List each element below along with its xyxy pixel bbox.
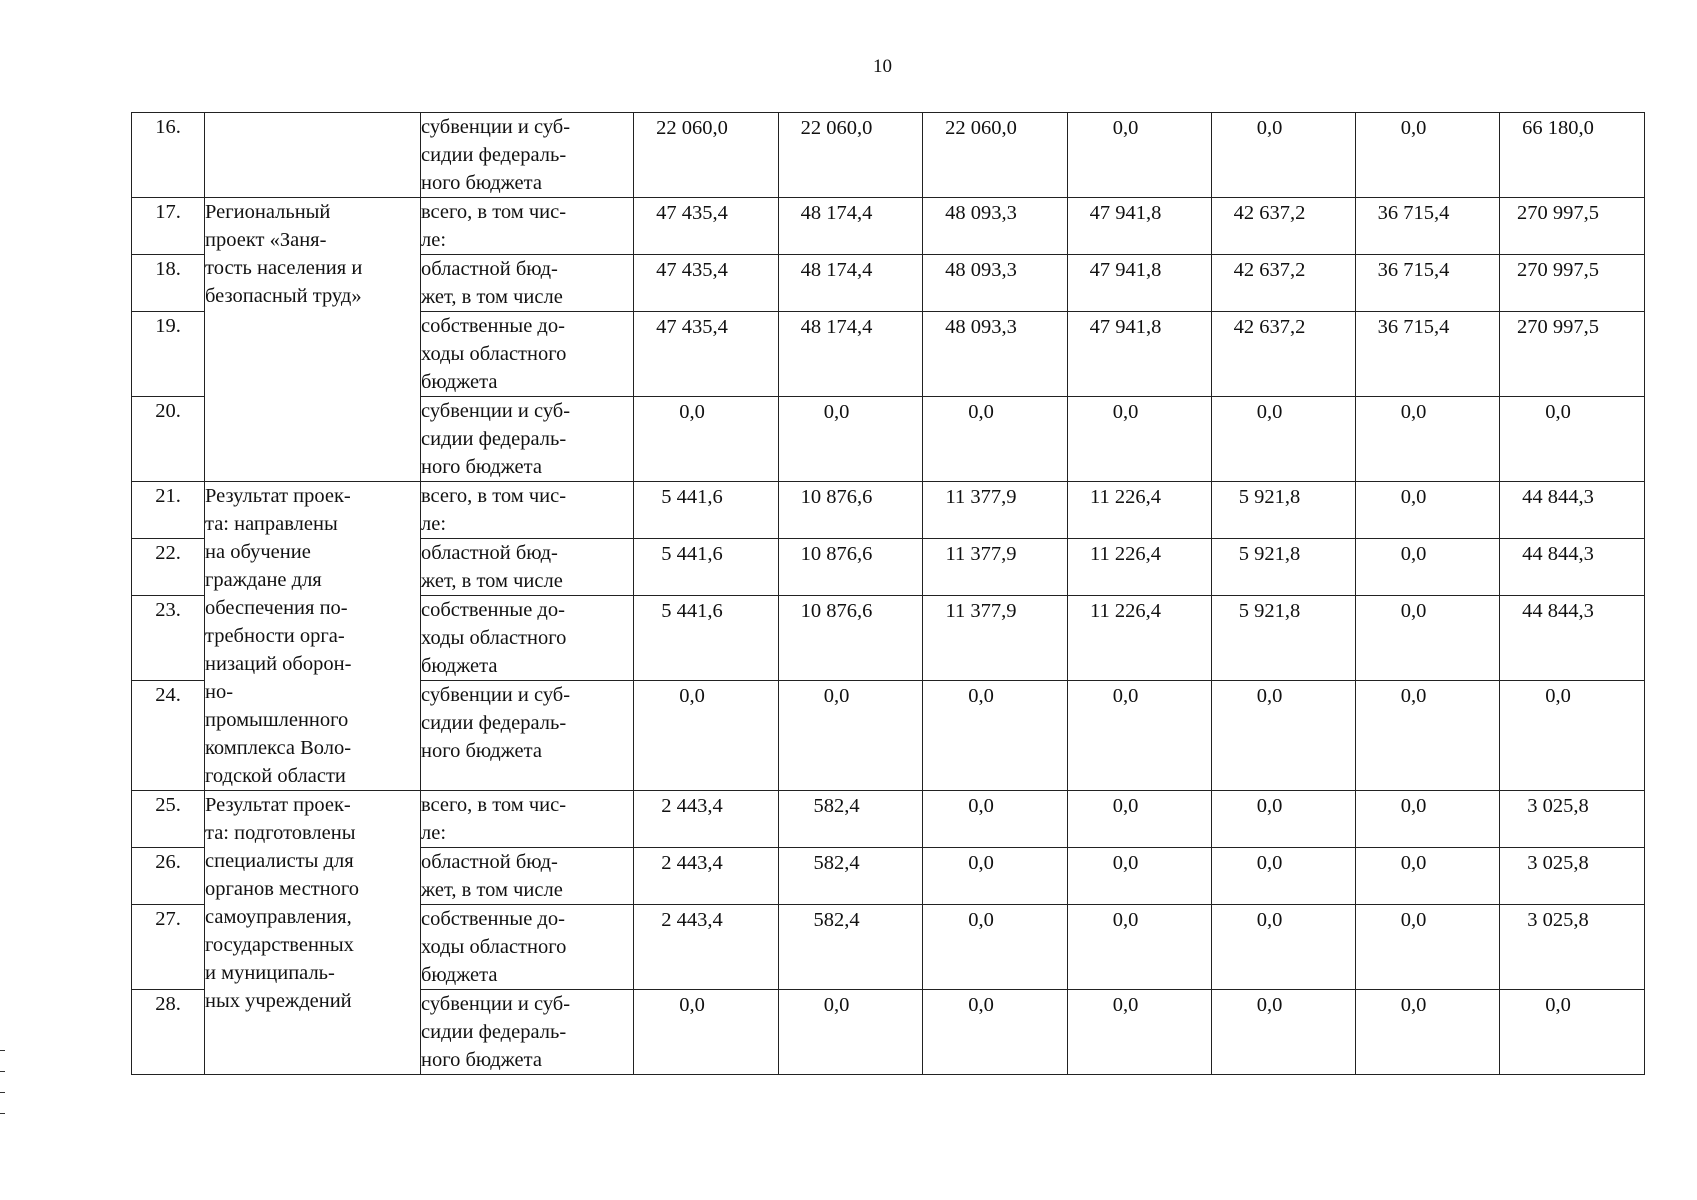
amount-cell: 5 441,6 [634, 596, 779, 681]
amount-cell: 0,0 [1212, 848, 1356, 905]
amount-cell: 44 844,3 [1500, 596, 1645, 681]
amount-cell: 10 876,6 [779, 539, 923, 596]
amount-cell: 3 025,8 [1500, 848, 1645, 905]
amount-cell: 42 637,2 [1212, 312, 1356, 397]
row-number: 26. [132, 848, 205, 905]
funding-source: субвенции и суб- сидии федераль- ного бюджета [421, 113, 634, 198]
row-number: 23. [132, 596, 205, 681]
amount-cell: 48 093,3 [923, 255, 1068, 312]
amount-cell: 0,0 [1356, 848, 1500, 905]
amount-cell: 0,0 [1356, 113, 1500, 198]
amount-cell: 5 441,6 [634, 539, 779, 596]
amount-cell: 0,0 [1212, 397, 1356, 482]
amount-cell: 11 377,9 [923, 596, 1068, 681]
amount-cell: 10 876,6 [779, 482, 923, 539]
row-number: 22. [132, 539, 205, 596]
amount-cell: 47 941,8 [1068, 255, 1212, 312]
amount-cell: 0,0 [1212, 990, 1356, 1075]
row-number: 17. [132, 198, 205, 255]
amount-cell: 0,0 [634, 990, 779, 1075]
amount-cell: 0,0 [1356, 791, 1500, 848]
amount-cell: 48 174,4 [779, 312, 923, 397]
amount-cell: 47 941,8 [1068, 312, 1212, 397]
table-row [132, 198, 1645, 255]
amount-cell: 66 180,0 [1500, 113, 1645, 198]
amount-cell: 36 715,4 [1356, 312, 1500, 397]
amount-cell: 5 921,8 [1212, 539, 1356, 596]
amount-cell: 0,0 [1356, 990, 1500, 1075]
funding-source: всего, в том чис- ле: [421, 482, 634, 539]
amount-cell: 0,0 [779, 397, 923, 482]
funding-source: областной бюд- жет, в том числе [421, 848, 634, 905]
amount-cell: 582,4 [779, 791, 923, 848]
funding-source: субвенции и суб- сидии федераль- ного бюджета [421, 990, 634, 1075]
project-description [205, 113, 421, 198]
row-number: 24. [132, 681, 205, 791]
amount-cell: 0,0 [1356, 596, 1500, 681]
amount-cell: 0,0 [923, 905, 1068, 990]
amount-cell: 36 715,4 [1356, 198, 1500, 255]
funding-source: всего, в том чис- ле: [421, 198, 634, 255]
table-row [132, 482, 1645, 539]
amount-cell: 0,0 [1068, 905, 1212, 990]
amount-cell: 0,0 [779, 681, 923, 791]
amount-cell: 0,0 [1212, 791, 1356, 848]
row-number: 21. [132, 482, 205, 539]
project-description: Результат проек- та: направлены на обучение граждане для обеспечения по- требности орга- низаций оборон- но- промышленного комплекса Воло- годской области [205, 482, 421, 791]
amount-cell: 0,0 [1356, 905, 1500, 990]
amount-cell: 2 443,4 [634, 848, 779, 905]
amount-cell: 11 377,9 [923, 482, 1068, 539]
amount-cell: 3 025,8 [1500, 791, 1645, 848]
table-row [132, 791, 1645, 848]
budget-table [131, 112, 1645, 1075]
amount-cell: 0,0 [1356, 539, 1500, 596]
funding-source: всего, в том чис- ле: [421, 791, 634, 848]
amount-cell: 0,0 [923, 791, 1068, 848]
amount-cell: 270 997,5 [1500, 198, 1645, 255]
amount-cell: 47 435,4 [634, 312, 779, 397]
table-row [132, 113, 1645, 198]
amount-cell: 48 174,4 [779, 255, 923, 312]
amount-cell: 11 226,4 [1068, 596, 1212, 681]
amount-cell: 0,0 [1068, 791, 1212, 848]
amount-cell: 42 637,2 [1212, 255, 1356, 312]
row-number: 16. [132, 113, 205, 198]
amount-cell: 582,4 [779, 905, 923, 990]
project-description: Результат проек- та: подготовлены специалисты для органов местного самоуправления, государственных и муниципаль- ных учреждений [205, 791, 421, 1075]
amount-cell: 0,0 [1500, 397, 1645, 482]
amount-cell: 2 443,4 [634, 905, 779, 990]
amount-cell: 5 921,8 [1212, 596, 1356, 681]
amount-cell: 22 060,0 [779, 113, 923, 198]
funding-source: собственные до- ходы областного бюджета [421, 905, 634, 990]
amount-cell: 0,0 [1356, 482, 1500, 539]
project-description: Региональный проект «Заня- тость населения и безопасный труд» [205, 198, 421, 482]
amount-cell: 0,0 [1500, 990, 1645, 1075]
amount-cell: 0,0 [923, 397, 1068, 482]
row-number: 28. [132, 990, 205, 1075]
amount-cell: 44 844,3 [1500, 539, 1645, 596]
amount-cell: 2 443,4 [634, 791, 779, 848]
amount-cell: 0,0 [923, 990, 1068, 1075]
amount-cell: 0,0 [923, 681, 1068, 791]
amount-cell: 0,0 [923, 848, 1068, 905]
amount-cell: 42 637,2 [1212, 198, 1356, 255]
amount-cell: 22 060,0 [923, 113, 1068, 198]
row-number: 18. [132, 255, 205, 312]
amount-cell: 5 921,8 [1212, 482, 1356, 539]
amount-cell: 47 941,8 [1068, 198, 1212, 255]
amount-cell: 3 025,8 [1500, 905, 1645, 990]
amount-cell: 47 435,4 [634, 255, 779, 312]
amount-cell: 270 997,5 [1500, 312, 1645, 397]
amount-cell: 0,0 [1212, 681, 1356, 791]
amount-cell: 10 876,6 [779, 596, 923, 681]
amount-cell: 0,0 [1500, 681, 1645, 791]
amount-cell: 11 377,9 [923, 539, 1068, 596]
amount-cell: 0,0 [1068, 848, 1212, 905]
amount-cell: 5 441,6 [634, 482, 779, 539]
amount-cell: 0,0 [779, 990, 923, 1075]
funding-source: субвенции и суб- сидии федераль- ного бюджета [421, 681, 634, 791]
amount-cell: 11 226,4 [1068, 539, 1212, 596]
amount-cell: 0,0 [634, 681, 779, 791]
amount-cell: 36 715,4 [1356, 255, 1500, 312]
amount-cell: 22 060,0 [634, 113, 779, 198]
amount-cell: 48 093,3 [923, 198, 1068, 255]
amount-cell: 0,0 [1356, 681, 1500, 791]
scan-margin-marks [0, 1050, 6, 1134]
amount-cell: 0,0 [1068, 397, 1212, 482]
funding-source: собственные до- ходы областного бюджета [421, 312, 634, 397]
amount-cell: 47 435,4 [634, 198, 779, 255]
amount-cell: 0,0 [1356, 397, 1500, 482]
amount-cell: 0,0 [1068, 681, 1212, 791]
page-number: 10 [873, 56, 892, 77]
funding-source: собственные до- ходы областного бюджета [421, 596, 634, 681]
amount-cell: 48 174,4 [779, 198, 923, 255]
row-number: 25. [132, 791, 205, 848]
amount-cell: 582,4 [779, 848, 923, 905]
amount-cell: 0,0 [634, 397, 779, 482]
amount-cell: 0,0 [1212, 113, 1356, 198]
funding-source: областной бюд- жет, в том числе [421, 539, 634, 596]
funding-source: субвенции и суб- сидии федераль- ного бюджета [421, 397, 634, 482]
row-number: 20. [132, 397, 205, 482]
amount-cell: 0,0 [1212, 905, 1356, 990]
amount-cell: 0,0 [1068, 113, 1212, 198]
funding-source: областной бюд- жет, в том числе [421, 255, 634, 312]
amount-cell: 48 093,3 [923, 312, 1068, 397]
row-number: 27. [132, 905, 205, 990]
amount-cell: 0,0 [1068, 990, 1212, 1075]
amount-cell: 44 844,3 [1500, 482, 1645, 539]
amount-cell: 270 997,5 [1500, 255, 1645, 312]
row-number: 19. [132, 312, 205, 397]
amount-cell: 11 226,4 [1068, 482, 1212, 539]
